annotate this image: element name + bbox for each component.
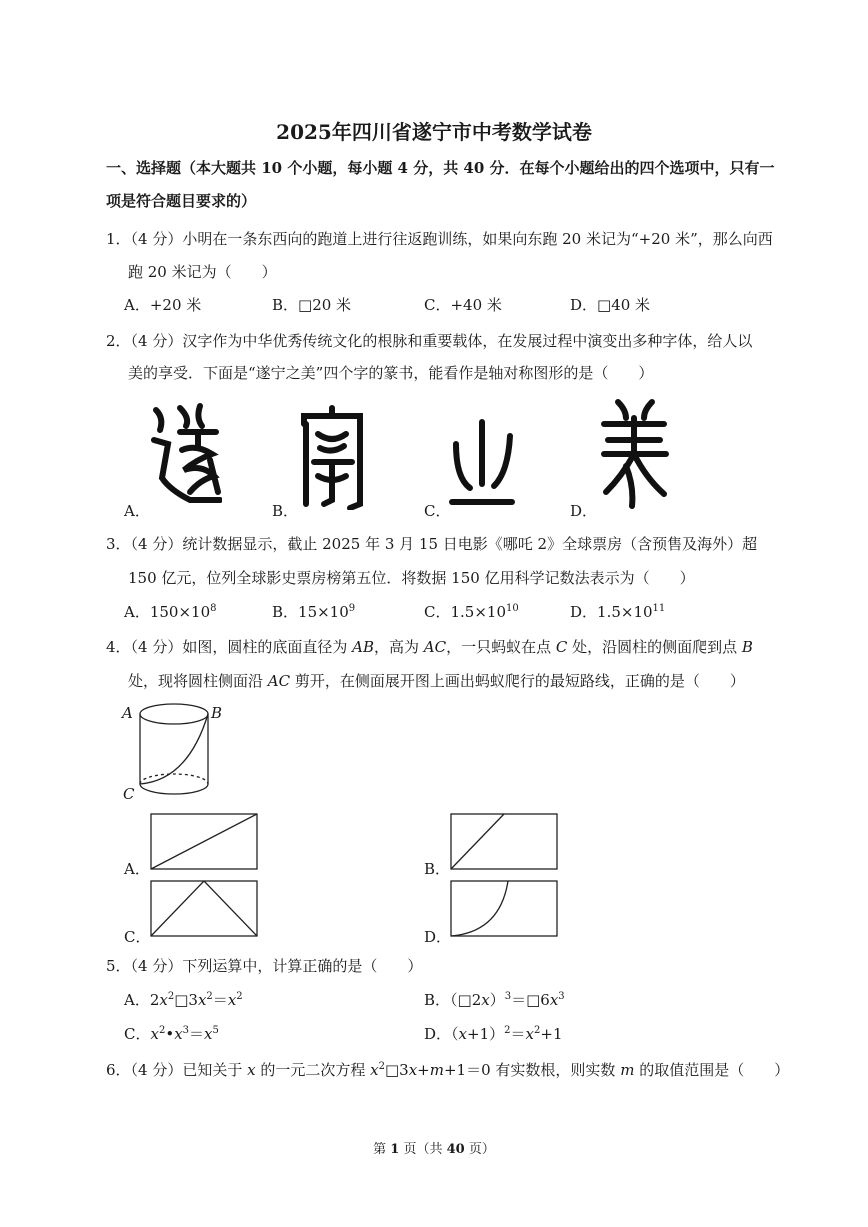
q4-option-c-diagram (150, 880, 258, 937)
q3-option-a: A．$150\times 10^8$ (124, 603, 217, 621)
q4-option-b-diagram (450, 813, 558, 870)
q2-option-c: C． (424, 502, 451, 520)
q5-option-c: C．$x^2•x^3=x^5$ (124, 1025, 219, 1043)
q3-option-c: C．$1.5\times 10^{10}$ (424, 603, 519, 621)
q1-option-a: A．+20 米 (124, 296, 202, 314)
fig-label-b: B (211, 704, 223, 722)
q5-text: 5．（4 分）下列运算中，计算正确的是（ ） (106, 957, 423, 975)
seal-script-mei-icon (596, 396, 672, 510)
q4-option-a: A． (124, 860, 150, 878)
q2-text: 2．（4 分）汉字作为中华优秀传统文化的根脉和重要载体，在发展过程中演变出多种字体，给人以 (106, 332, 753, 350)
q4-option-a-diagram (150, 813, 258, 870)
q3-text: 3．（4 分）统计数据显示，截止 2025 年 3 月 15 日电影《哪吒 2》全球票房（含预售及海外）超 (106, 535, 758, 553)
q1-text-cont: 跑 20 米记为（ ） (128, 263, 277, 281)
q3-text-cont: 150 亿元，位列全球影史票房榜第五位．将数据 150 亿用科学记数法表示为（ ） (128, 569, 695, 587)
q3-option-b: B．$15\times 10^9$ (272, 603, 356, 621)
q1-text: 1．（4 分）小明在一条东西向的跑道上进行往返跑训练，如果向东跑 20 米记为“+20 米”，那么向西 (106, 230, 773, 248)
seal-script-sui-icon (150, 400, 222, 508)
fig-label-c: C (123, 785, 135, 803)
q1-option-b: B．□20 米 (272, 296, 352, 314)
q4-option-d: D． (424, 928, 452, 946)
section-heading-cont: 项是符合题目要求的） (106, 192, 257, 210)
q4-option-d-diagram (450, 880, 558, 937)
section-heading: 一、选择题（本大题共 10 个小题，每小题 4 分，共 40 分．在每个小题给出的四个选项中，只有一 (106, 159, 775, 177)
q4-text: 4．（4 分）如图，圆柱的底面直径为 AB，高为 AC，一只蚂蚁在点 C 处，沿圆柱的侧面爬到点 B (106, 638, 753, 656)
q5-option-b: B．$(□2x)^3=□6x^3$ (424, 991, 565, 1009)
q3-option-d: D．$1.5\times 10^{11}$ (570, 603, 666, 621)
q1-option-d: D．□40 米 (570, 296, 651, 314)
q5-option-d: D．$(x+1)^2=x^2+1$ (424, 1025, 563, 1043)
seal-script-ning-icon (296, 404, 368, 510)
q2-option-d: D． (570, 502, 598, 520)
seal-script-zhi-icon (448, 416, 516, 510)
q4-option-b: B． (424, 860, 451, 878)
page-footer: 第 1 页（共 40 页） (373, 1142, 495, 1157)
q2-text-cont: 美的享受．下面是“遂宁之美”四个字的篆书，能看作是轴对称图形的是（ ） (128, 364, 654, 382)
q4-text-cont: 处，现将圆柱侧面沿 AC 剪开，在侧面展开图上画出蚂蚁爬行的最短路线，正确的是（ ） (128, 672, 745, 690)
q5-option-a: A．$2x^2□3x^2=x^2$ (124, 991, 243, 1009)
q2-option-a: A． (124, 502, 150, 520)
q2-option-b: B． (272, 502, 299, 520)
q6-text: 6．（4 分）已知关于 x 的一元二次方程 $x^2□3x+m+1=0$ 有实数根，则实数 m 的取值范围是（ ） (106, 1061, 790, 1079)
fig-label-a: A (122, 704, 133, 722)
page-title: 2025年四川省遂宁市中考数学试卷 (276, 120, 592, 144)
q4-option-c: C． (124, 928, 151, 946)
q1-option-c: C．+40 米 (424, 296, 502, 314)
